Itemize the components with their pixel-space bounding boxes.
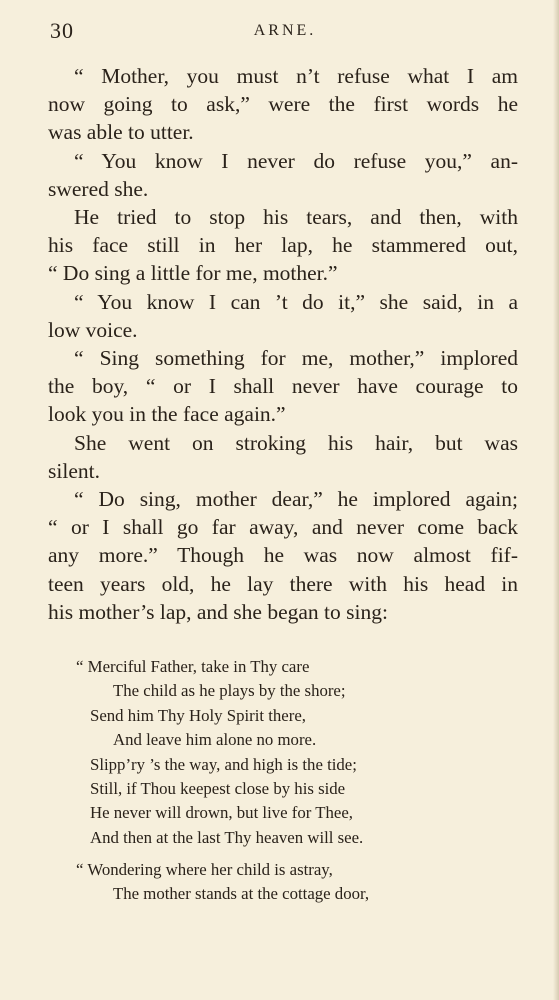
paragraph bbox=[48, 147, 518, 203]
page-number: 30 bbox=[50, 18, 74, 43]
text-line: “ Mother, you must n’t refuse what I am bbox=[74, 64, 518, 88]
text-line: his mother’s lap, and she began to sing: bbox=[48, 599, 388, 624]
text-line: swered she. bbox=[48, 176, 149, 201]
poem-line: And then at the last Thy heaven will see. bbox=[90, 827, 364, 847]
poem-line: Slipp’ry ’s the way, and high is the tide; bbox=[90, 754, 357, 774]
poem-line: The child as he plays by the shore; bbox=[113, 681, 346, 701]
paragraph bbox=[48, 288, 518, 344]
text-line: look you in the face again.” bbox=[48, 402, 286, 427]
poem-line: He never will drown, but live for Thee, bbox=[90, 803, 353, 823]
page-header bbox=[50, 18, 520, 48]
prose-body bbox=[48, 62, 518, 626]
text-line: his face still in her lap, he stammered out, bbox=[48, 233, 518, 258]
poem-line: Send him Thy Holy Spirit there, bbox=[90, 705, 306, 725]
paragraph bbox=[48, 485, 518, 626]
text-line: now going to ask,” were the first words he bbox=[48, 92, 518, 117]
poem-line: “ Merciful Father, take in Thy care bbox=[76, 657, 310, 676]
text-line: “ Do sing, mother dear,” he implored again; bbox=[74, 487, 518, 512]
paragraph bbox=[48, 203, 518, 288]
text-line: She went on stroking his hair, but was bbox=[74, 430, 518, 455]
text-line: “ You know I can ’t do it,” she said, in a bbox=[74, 289, 518, 314]
text-line: low voice. bbox=[48, 317, 138, 342]
poem-line: And leave him alone no more. bbox=[113, 730, 317, 750]
text-line: “ You know I never do refuse you,” an- bbox=[74, 148, 518, 173]
text-line: “ Sing something for me, mother,” implored bbox=[74, 346, 518, 371]
text-line: the boy, “ or I shall never have courage to bbox=[48, 374, 518, 399]
text-line: “ or I shall go far away, and never come back bbox=[48, 515, 518, 540]
paragraph bbox=[48, 62, 518, 147]
poem-stanza-2 bbox=[76, 858, 456, 907]
text-line: silent. bbox=[48, 458, 100, 483]
text-line: “ Do sing a little for me, mother.” bbox=[48, 261, 338, 286]
text-line: was able to utter. bbox=[48, 120, 194, 145]
poem-stanza-1 bbox=[76, 655, 456, 850]
poem-line: Still, if Thou keepest close by his side bbox=[90, 779, 346, 799]
paragraph bbox=[48, 429, 518, 485]
paragraph bbox=[48, 344, 518, 429]
poem-line: The mother stands at the cottage door, bbox=[113, 884, 370, 904]
text-line: He tried to stop his tears, and then, with bbox=[74, 205, 518, 230]
page-edge-shadow bbox=[553, 0, 559, 1000]
poem-line: “ Wondering where her child is astray, bbox=[76, 860, 333, 879]
running-head: ARNE. bbox=[253, 22, 317, 39]
text-line: any more.” Though he was now almost fif- bbox=[48, 543, 518, 568]
text-line: teen years old, he lay there with his head in bbox=[48, 571, 518, 596]
